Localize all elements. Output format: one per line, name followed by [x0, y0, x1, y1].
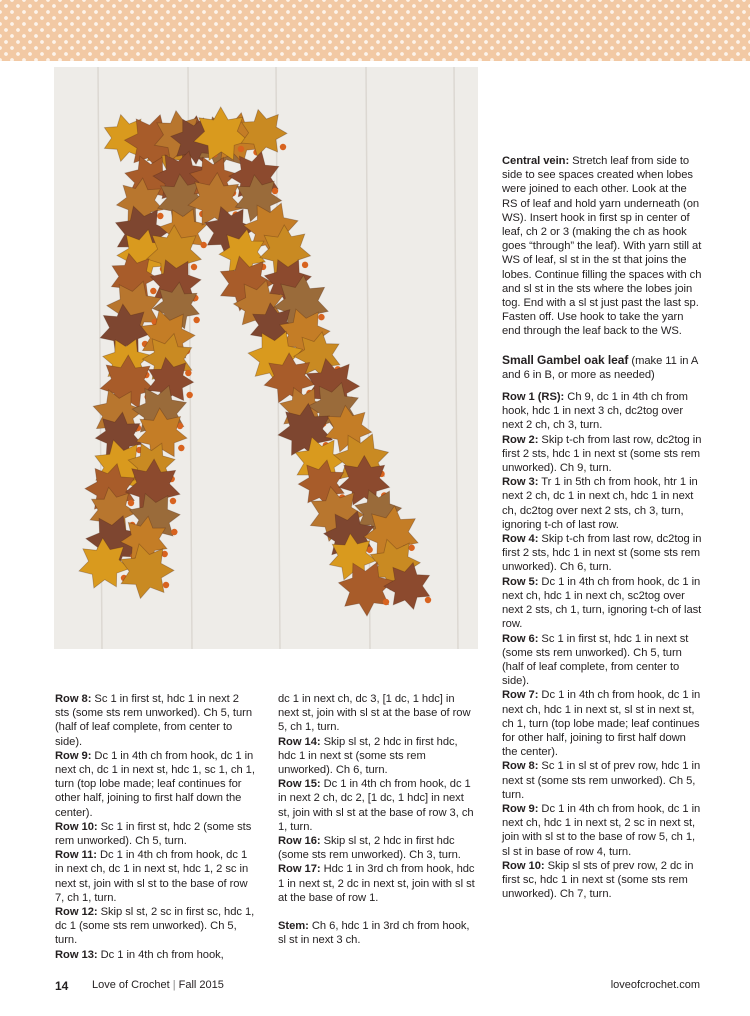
row-12-instruction: Row 12: Skip sl st, 2 sc in first sc, hdc 1, dc 1 (some sts rem unworked). Ch 5, turn. [55, 906, 255, 947]
row-16-instruction: Row 16: Skip sl st, 2 hdc in first hdc (some sts rem unworked). Ch 3, turn. [278, 835, 461, 862]
publication-info: Love of Crochet | Fall 2015 [92, 979, 224, 991]
orange-bead [280, 144, 286, 150]
row-7-instruction: Row 7: Dc 1 in 4th ch from hook, dc 1 in next ch, hdc 1 in next st, sl st in next st, ch 1, turn (top lobe made; leaf continues for other half, joining to first half down the center). [502, 689, 701, 759]
orange-bead [186, 392, 192, 398]
orange-bead [163, 582, 169, 588]
orange-bead [157, 213, 163, 219]
row-13-continuation: dc 1 in next ch, dc 3, [1 dc, 1 hdc] in next st, join with sl st at the base of row 5, ch 1, turn. [278, 693, 471, 734]
row-9-instruction: Row 9: Dc 1 in 4th ch from hook, dc 1 in next ch, hdc 1 in next st, 2 sc in next st, join with sl st to the base of row 5, ch 1, sl st in base of row 4, turn. [502, 802, 701, 858]
row-3-instruction: Row 3: Tr 1 in 5th ch from hook, htr 1 in next 2 ch, dc 1 in next ch, hdc 1 in next ch, dc2tog over next 2 sts, ch 3, turn, ignoring t-ch of last row. [502, 476, 698, 531]
page-footer [55, 979, 700, 995]
stem-instruction: Stem: Ch 6, hdc 1 in 3rd ch from hook, sl st in next 3 ch. [278, 920, 470, 947]
row-9-instruction: Row 9: Dc 1 in 4th ch from hook, dc 1 in next ch, dc 1 in next st, hdc 1, sc 1, ch 1, turn (top lobe made; leaf continues for other half, joining to first half down the center). [55, 749, 255, 819]
instructions-column-middle [278, 692, 478, 947]
orange-bead [178, 445, 184, 451]
orange-bead [272, 188, 278, 194]
scarf-illustration [54, 67, 478, 649]
row-8-instruction: Row 8: Sc 1 in first st, hdc 1 in next 2 sts (some sts rem unworked). Ch 5, turn (half of leaf complete, from center to side). [55, 693, 253, 748]
row-8-instruction: Row 8: Sc 1 in sl st of prev row, hdc 1 in next st (some sts rem unworked). Ch 5, turn. [502, 760, 701, 801]
decorative-dotted-header [0, 0, 750, 61]
website-link[interactable]: loveofcrochet.com [610, 979, 700, 991]
row-10-instruction: Row 10: Sc 1 in first st, hdc 2 (some sts rem unworked). Ch 5, turn. [55, 820, 252, 848]
orange-bead [191, 264, 197, 270]
row-1-instruction: Row 1 (RS): Ch 9, dc 1 in 4th ch from hook, hdc 1 in next 3 ch, dc2tog over next 2 ch, ch 3, turn. [502, 391, 688, 432]
orange-bead [318, 314, 324, 320]
row-4-instruction: Row 4: Skip t-ch from last row, dc2tog in first 2 sts, hdc 1 in next st (some sts rem unworked). Ch 6, turn. [502, 533, 702, 574]
instructions-column-left [55, 692, 255, 962]
row-15-instruction: Row 15: Dc 1 in 4th ch from hook, dc 1 in next 2 ch, dc 2, [1 dc, 1 hdc] in next st, join with sl st at the base of row 3, ch 1, turn. [278, 778, 474, 833]
row-2-instruction: Row 2: Skip t-ch from last row, dc2tog in first 2 sts, hdc 1 in next st (some sts rem unworked). Ch 9, turn. [502, 433, 702, 475]
orange-bead [150, 288, 156, 294]
orange-bead [193, 317, 199, 323]
orange-bead [383, 599, 389, 605]
orange-bead [302, 262, 308, 268]
row-14-instruction: Row 14: Skip sl st, 2 hdc in first hdc, hdc 1 in next st (some sts rem unworked). Ch 6, turn. [278, 735, 458, 777]
orange-bead [425, 597, 431, 603]
section-heading: Small Gambel oak leaf (make 11 in A and 6 in B, or more as needed) [502, 352, 698, 381]
orange-bead [408, 545, 414, 551]
row-17-instruction: Row 17: Hdc 1 in 3rd ch from hook, hdc 1 in next st, 2 dc in next st, join with sl st at the base of row 1. [278, 863, 475, 904]
row-6-instruction: Row 6: Sc 1 in first st, hdc 1 in next st (some sts rem unworked). Ch 5, turn (half of leaf complete, from center to side). [502, 632, 689, 688]
orange-bead [185, 370, 191, 376]
orange-bead [128, 500, 134, 506]
row-5-instruction: Row 5: Dc 1 in 4th ch from hook, dc 1 in next ch, hdc 1 in next ch, sc2tog over next 2 sts, ch 1, turn, ignoring t-ch of last row. [502, 575, 702, 631]
row-11-instruction: Row 11: Dc 1 in 4th ch from hook, dc 1 in next ch, dc 1 in next st, hdc 1, 2 sc in next st, join with sl st to the base of row 7, ch 1, turn. [55, 849, 249, 904]
orange-bead [200, 242, 206, 248]
row-13-instruction: Row 13: Dc 1 in 4th ch from hook, [55, 948, 224, 961]
orange-bead [170, 498, 176, 504]
wood-plank-seam [454, 67, 458, 649]
orange-bead [171, 529, 177, 535]
row-10-instruction: Row 10: Skip sl sts of prev row, 2 dc in first sc, hdc 1 in next st (some sts rem unworked). Ch 7, turn. [502, 859, 694, 901]
instructions-column-right [502, 154, 702, 901]
central-vein-instruction: Central vein: Stretch leaf from side to side to see spaces created when lobes were joined to each other. Look at the RS of leaf and hold yarn underneath (on WS). Insert hook in first sp in center of leaf, ch 2 or 3 (making the ch as hook goes “through” the leaf). With yarn still at WS of leaf, sl st in the st that joins the lobes. Continue filling the spaces with ch and sl st in the sts where the lobes join tog. End with a sl st just past the last sp. Fasten off. Use hook to take the yarn end through the leaf back to the WS. [502, 155, 702, 338]
page-number: 14 [55, 979, 69, 993]
scarf-photo [54, 67, 478, 649]
orange-bead [238, 146, 244, 152]
